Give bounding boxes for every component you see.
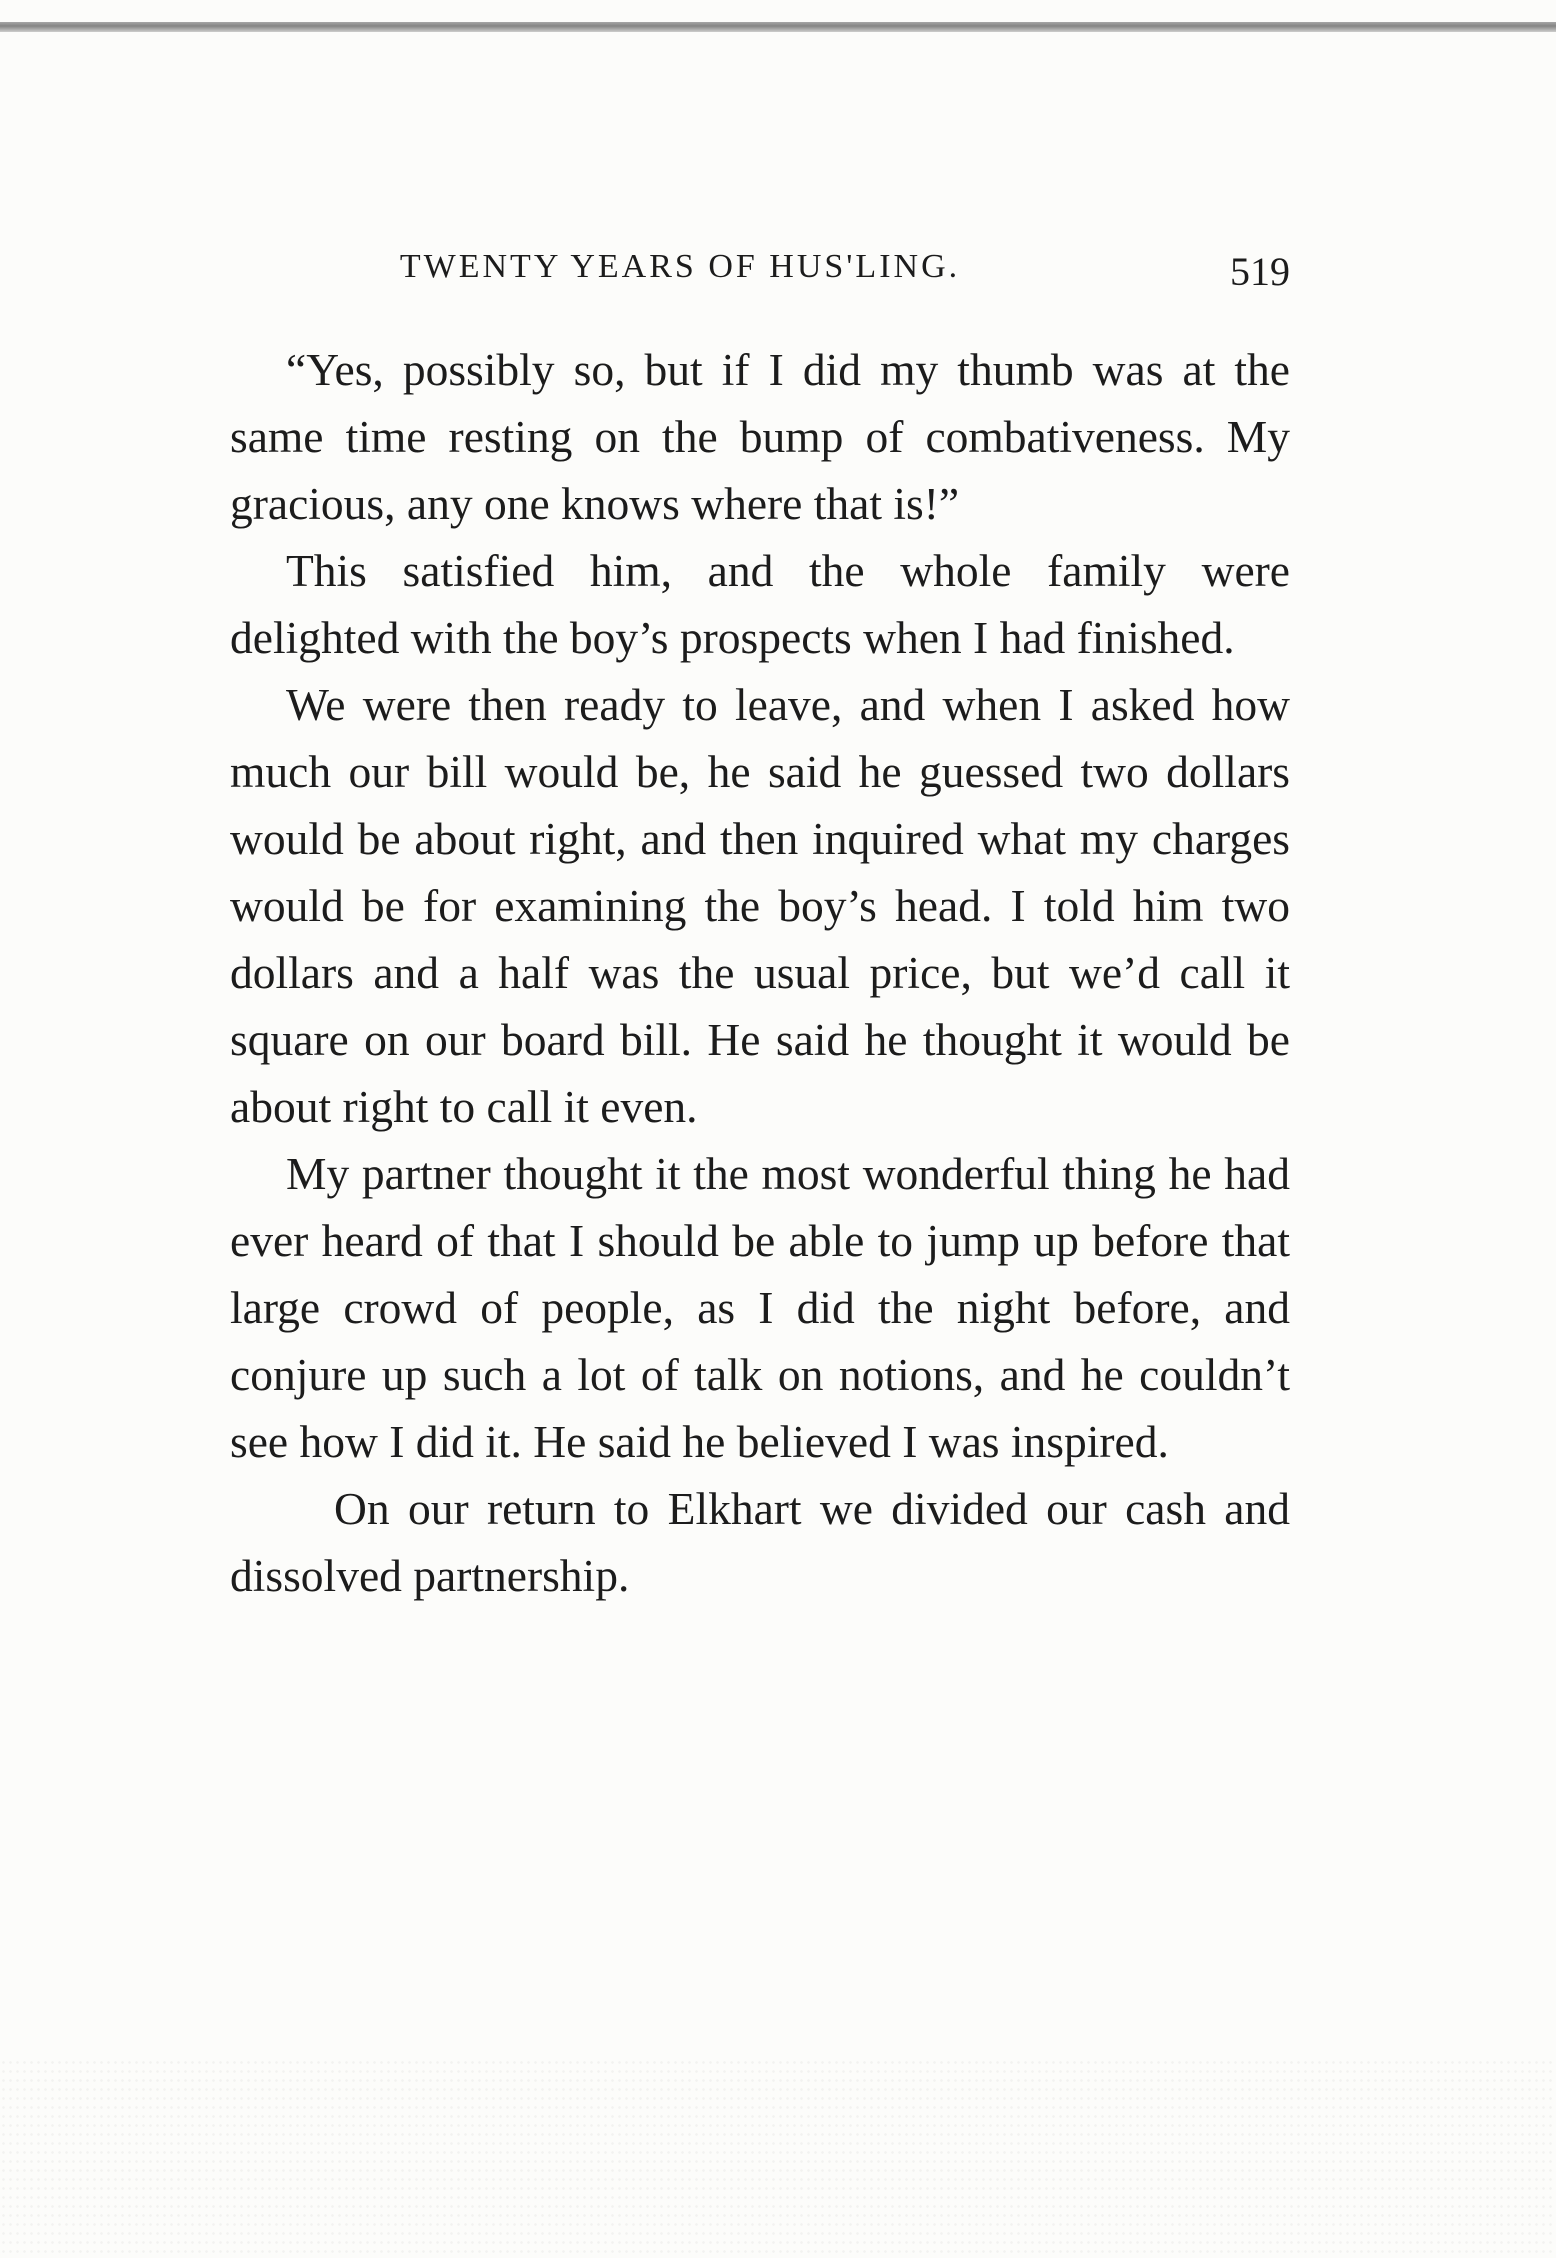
- body-text: [230, 336, 1290, 1609]
- paragraph: “Yes, possibly so, but if I did my thumb was at the same time resting on the bump of combativeness. My gracious, any one knows where that is!”: [230, 344, 1290, 529]
- paragraph: We were then ready to leave, and when I asked how much our bill would be, he said he guessed two dollars would be about right, and then inquired what my charges would be for examining the boy’s head. I told him two dollars and a half was the usual price, but we’d call it square on our board bill. He said he thought it would be about right to call it even.: [230, 679, 1290, 1132]
- paragraph: This satisfied him, and the whole family were delighted with the boy’s prospects when I had finished.: [230, 545, 1290, 663]
- top-edge-rule: [0, 22, 1556, 32]
- running-title: TWENTY YEARS OF HUS'LING.: [399, 248, 961, 285]
- page-header: [230, 248, 1290, 302]
- paper-texture: [0, 2058, 1556, 2258]
- paragraph: On our return to Elkhart we divided our cash and dissolved partnership.: [230, 1483, 1290, 1601]
- page-number: 519: [1230, 249, 1290, 294]
- paragraph: My partner thought it the most wonderful thing he had ever heard of that I should be able to jump up before that large crowd of people, as I did the night before, and conjure up such a lot of talk on notions, and he couldn’t see how I did it. He said he believed I was inspired.: [230, 1148, 1290, 1467]
